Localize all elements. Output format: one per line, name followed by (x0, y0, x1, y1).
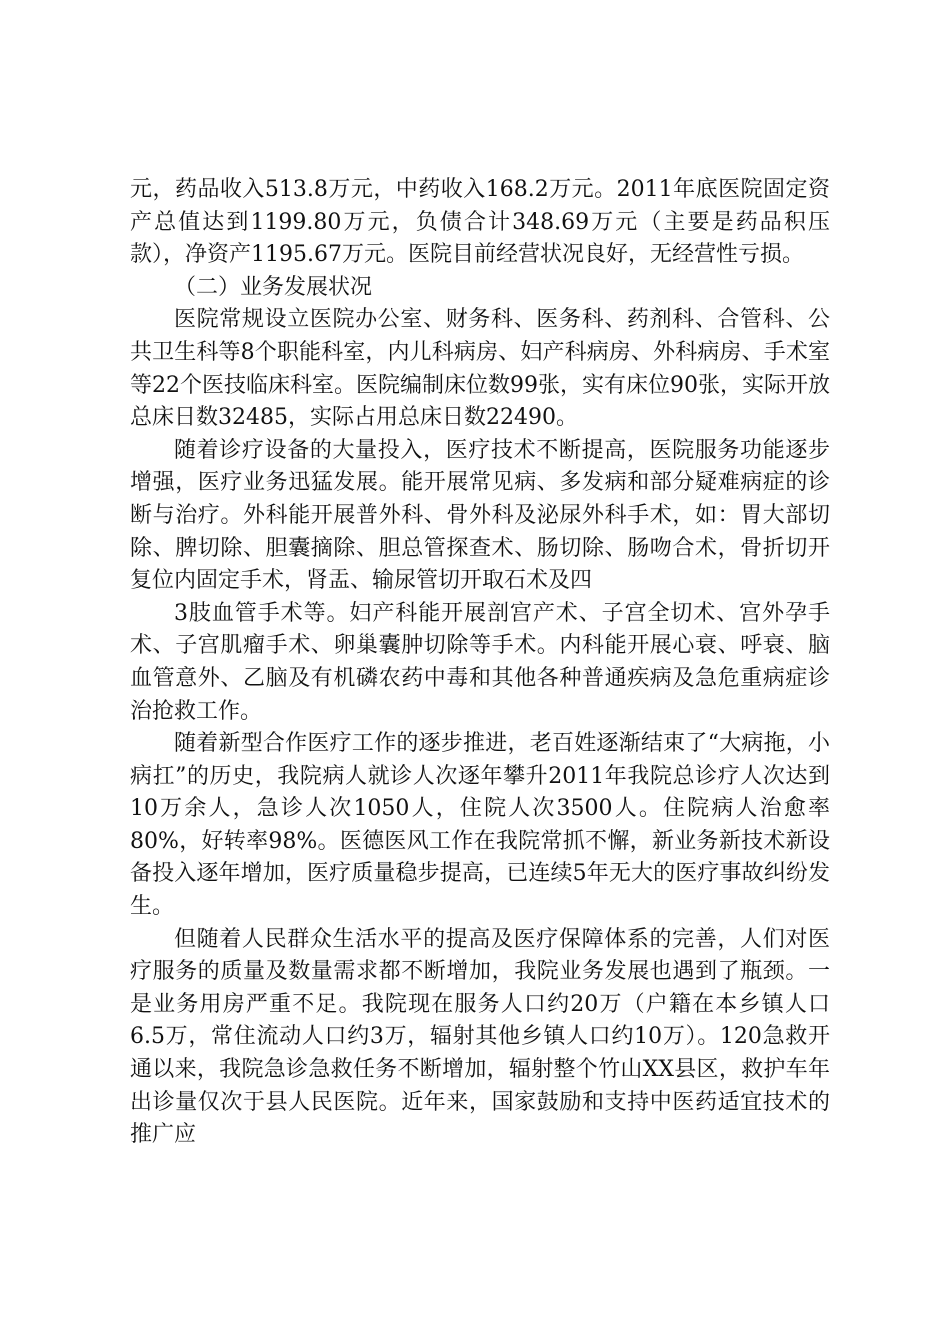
paragraph-surgery-capabilities: 3肢血管手术等。妇产科能开展剖宫产术、子宫全切术、宫外孕手术、子宫肌瘤手术、卵巢囊肿切除等手术。内科能开展心衰、呼衰、脑血管意外、乙脑及有机磷农药中毒和其他各种普通疾病及急危重病症诊治抢救工作。 (130, 600, 830, 724)
document-body (130, 174, 830, 1152)
paragraph-finance-summary: 元，药品收入513.8万元，中药收入168.2万元。2011年底医院固定资产总值达到1199.80万元，负债合计348.69万元（主要是药品积压款），净资产1195.67万元。医院目前经营状况良好，无经营性亏损。 (130, 177, 830, 268)
paragraph-departments: 医院常规设立医院办公室、财务科、医务科、药剂科、合管科、公共卫生科等8个职能科室，内儿科病房、妇产科病房、外科病房、手术室等22个医技临床科室。医院编制床位数99张，实有床位90张，实际开放总床日数32485，实际占用总床日数22490。 (130, 307, 830, 431)
paragraph-medical-technology: 随着诊疗设备的大量投入，医疗技术不断提高，医院服务功能逐步增强，医疗业务迅猛发展。能开展常见病、多发病和部分疑难病症的诊断与治疗。外科能开展普外科、骨外科及泌尿外科手术，如：胃大部切除、脾切除、胆囊摘除、胆总管探查术、肠切除、肠吻合术，骨折切开复位内固定手术，肾盂、输尿管切开取石术及四 (130, 437, 830, 594)
paragraph-bottleneck: 但随着人民群众生活水平的提高及医疗保障体系的完善，人们对医疗服务的质量及数量需求都不断增加，我院业务发展也遇到了瓶颈。一是业务用房严重不足。我院现在服务人口约20万（户籍在本乡镇人口6.5万，常住流动人口约3万，辐射其他乡镇人口约10万）。120急救开通以来，我院急诊急救任务不断增加，辐射整个竹山XX县区，救护车年出诊量仅次于县人民医院。近年来，国家鼓励和支持中医药适宜技术的推广应 (130, 926, 830, 1148)
section-heading-business-development: （二）业务发展状况 (174, 274, 373, 300)
paragraph-cooperative-medical: 随着新型合作医疗工作的逐步推进，老百姓逐渐结束了“大病拖，小病扛”的历史，我院病人就诊人次逐年攀升2011年我院总诊疗人次达到10万余人，急诊人次1050人，住院人次3500人。住院病人治愈率80%，好转率98%。医德医风工作在我院常抓不懈，新业务新技术新设备投入逐年增加，医疗质量稳步提高，已连续5年无大的医疗事故纠纷发生。 (130, 731, 830, 920)
